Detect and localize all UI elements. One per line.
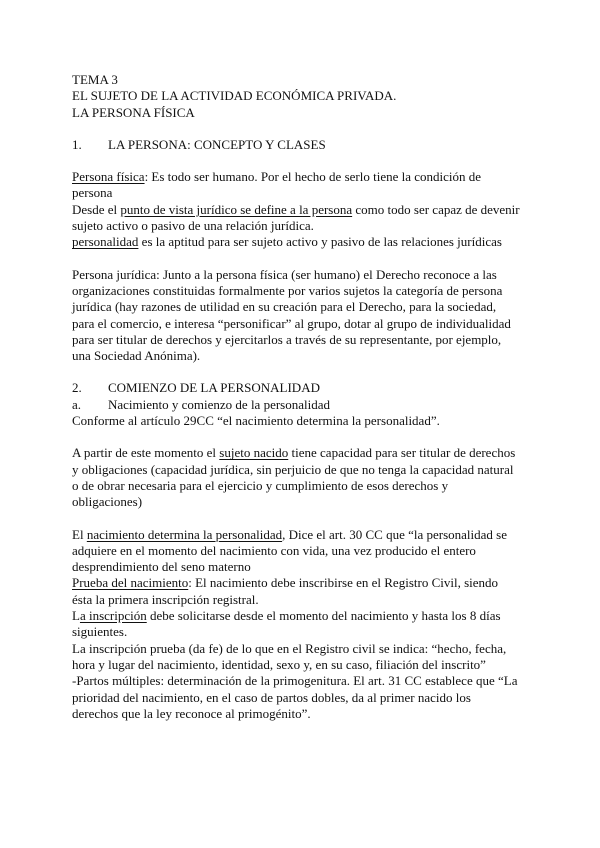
document-title (72, 72, 520, 121)
paragraph-inscripcion-prueba: La inscripción prueba (da fe) de lo que en el Registro civil se indica: “hecho, fecha, hora y lugar del nacimiento, identidad, sexo y, en su caso, filiación del inscrito” (72, 640, 507, 672)
section-2-number: 2. (72, 380, 82, 396)
term-prueba-nacimiento: Prueba del nacimiento (72, 575, 189, 591)
paragraph-partos-multiples: -Partos múltiples: determinación de la primogenitura. El art. 31 CC establece que “La prioridad del nacimiento, en el caso de partos dobles, da al primer nacido los derechos que la ley reconoce al primogénito”. (72, 673, 518, 721)
subsection-a-title: Nacimiento y comienzo de la personalidad (108, 396, 331, 412)
term-inscripcion: a inscripción (79, 608, 147, 624)
section-1-number: 1. (72, 136, 82, 152)
topic-subtitle: LA PERSONA FÍSICA (72, 104, 195, 120)
term-sujeto-nacido: sujeto nacido (219, 445, 289, 461)
subsection-a-heading (72, 397, 520, 413)
paragraph-personalidad: personalidad es la aptitud para ser sujeto activo y pasivo de las relaciones jurídicas (72, 234, 502, 250)
topic-title: EL SUJETO DE LA ACTIVIDAD ECONÓMICA PRIVADA. (72, 88, 397, 104)
term-personalidad: personalidad (72, 234, 139, 250)
term-persona-fisica: Persona física (72, 169, 145, 185)
section-1-title: LA PERSONA: CONCEPTO Y CLASES (108, 136, 326, 152)
term-punto-de-vista: punto de vista jurídico se define a la persona (120, 201, 353, 217)
section-1-heading (72, 137, 520, 153)
section-2-title: COMIENZO DE LA PERSONALIDAD (108, 380, 320, 396)
section-2-heading (72, 380, 520, 396)
paragraph-prueba-nacimiento: Prueba del nacimiento: El nacimiento debe inscribirse en el Registro Civil, siendo ésta la primera inscripción registral. (72, 575, 499, 607)
subsection-a-letter: a. (72, 396, 82, 412)
term-nacimiento-determina: nacimiento determina la personalidad (86, 526, 283, 542)
paragraph-persona-juridica: Persona jurídica: Junto a la persona física (ser humano) el Derecho reconoce a las organizaciones constituidas formalmente por varios sujetos la categoría de persona jurídica (hay razones de utilidad en su creación para el Derecho, para la sociedad, para el comercio, e interesa “personificar” al grupo, dotar al grupo de individualidad para ser titular de derechos y ejercitarlos a través de su representante, por ejemplo, una Sociedad Anónima). (72, 266, 511, 364)
paragraph-sujeto-nacido: A partir de este momento el sujeto nacido tiene capacidad para ser titular de derechos y obligaciones (capacidad jurídica, sin perjuicio de que no tenga la capacidad natural o de obrar necesaria para el ejercicio y cumplimiento de esos derechos y obligaciones) (72, 445, 516, 510)
paragraph-punto-de-vista: Desde el punto de vista jurídico se define a la persona como todo ser capaz de devenir sujeto activo o pasivo de una relación jurídica. (72, 201, 520, 234)
paragraph-nacimiento-determina: El nacimiento determina la personalidad, Dice el art. 30 CC que “la personalidad se adquiere en el momento del nacimiento con vida, una vez producido el entero desprendimiento del seno materno (72, 526, 508, 575)
paragraph-articulo-29: Conforme al artículo 29CC “el nacimiento determina la personalidad”. (72, 413, 440, 429)
paragraph-persona-fisica: Persona física: Es todo ser humano. Por el hecho de serlo tiene la condición de persona (72, 169, 482, 201)
topic-number: TEMA 3 (72, 72, 118, 87)
paragraph-inscripcion: La inscripción debe solicitarse desde el momento del nacimiento y hasta los 8 días siguientes. (72, 608, 501, 640)
